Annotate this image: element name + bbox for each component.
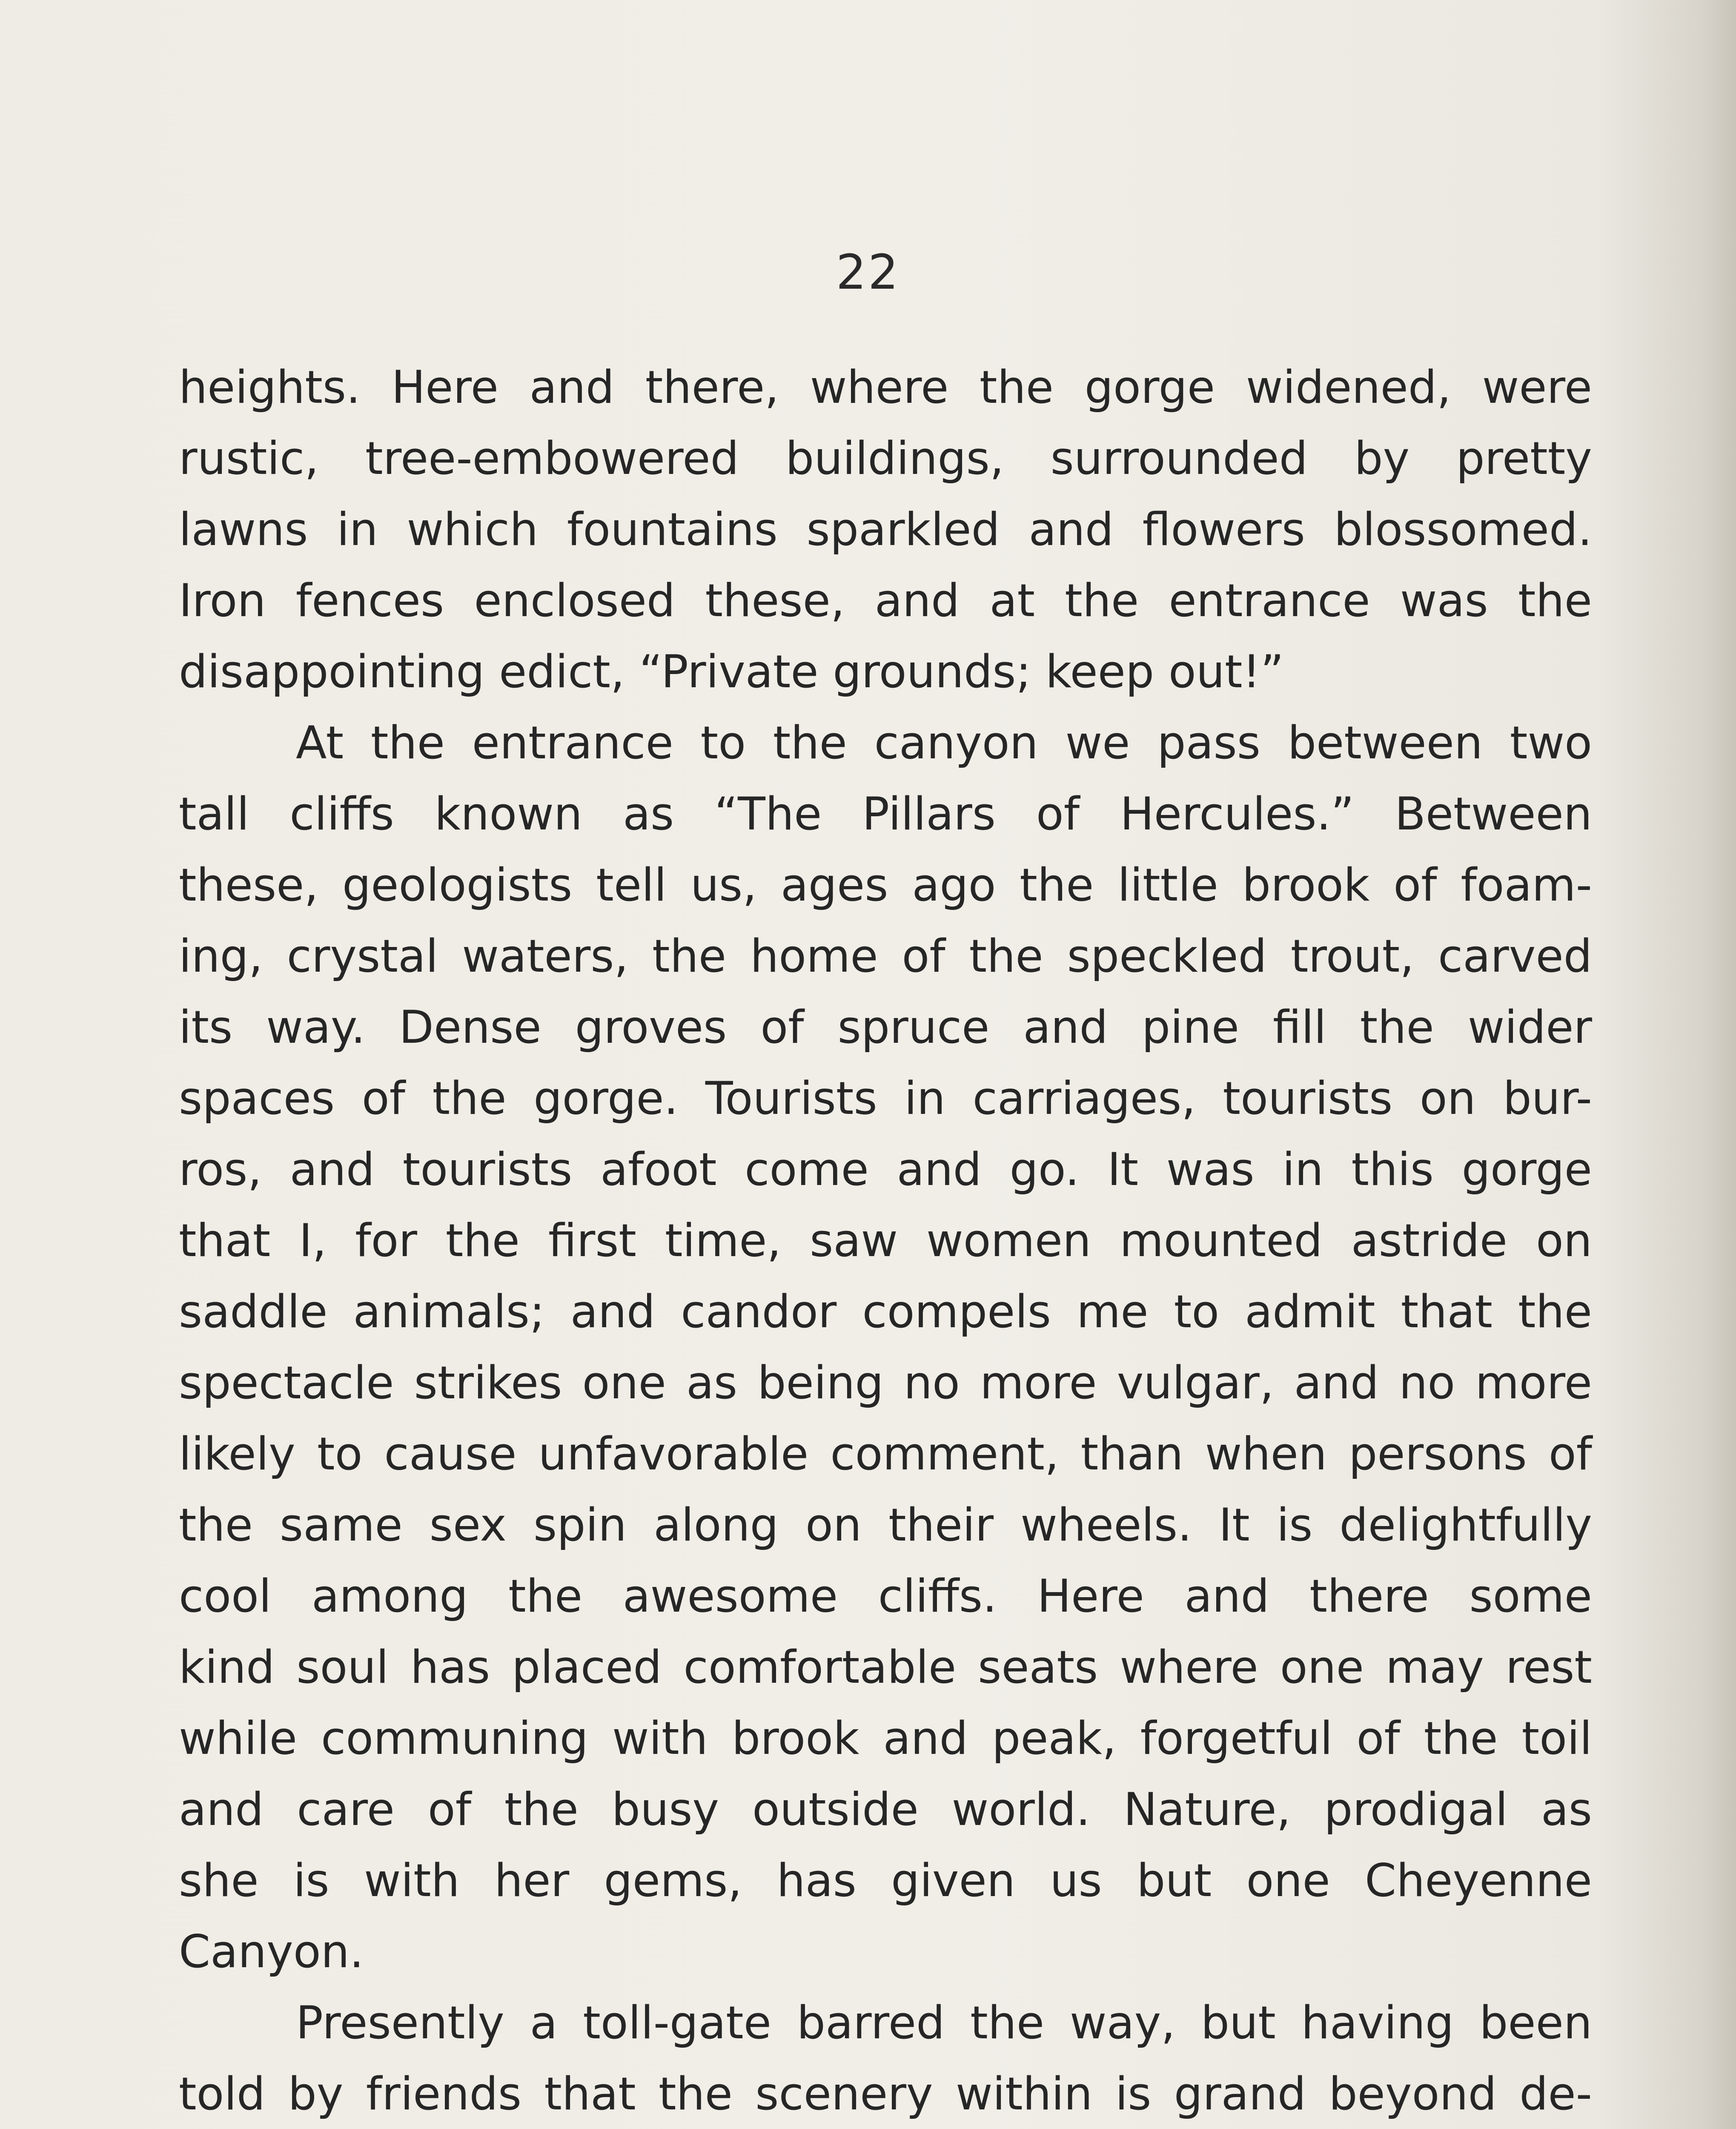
page-number: 22 xyxy=(836,245,900,300)
text-line: cool among the awesome cliffs. Here and there some xyxy=(179,1570,1592,1622)
text-line: saddle animals; and candor compels me to admit that the xyxy=(179,1285,1592,1338)
text-line: Iron fences enclosed these, and at the entrance was the xyxy=(179,574,1592,627)
text-line: spaces of the gorge. Tourists in carriages, tourists on bur- xyxy=(179,1072,1592,1125)
text-line: and care of the busy outside world. Nature, prodigal as xyxy=(179,1783,1592,1836)
text-line: the same sex spin along on their wheels. It is delightfully xyxy=(179,1499,1592,1551)
text-line: while communing with brook and peak, forgetful of the toil xyxy=(179,1712,1592,1765)
text-line: Canyon. xyxy=(179,1925,364,1978)
text-line: she is with her gems, has given us but one Cheyenne xyxy=(179,1854,1592,1907)
text-line: rustic, tree-embowered buildings, surrounded by pretty xyxy=(179,432,1592,485)
text-line: told by friends that the scenery within is grand beyond de- xyxy=(179,2068,1592,2120)
text-line: disappointing edict, “Private grounds; keep out!” xyxy=(179,646,1284,698)
text-line: these, geologists tell us, ages ago the little brook of foam- xyxy=(179,859,1592,911)
text-line: heights. Here and there, where the gorge widened, were xyxy=(179,361,1592,413)
text-line: lawns in which fountains sparkled and flowers blossomed. xyxy=(179,503,1592,556)
text-line: Presently a toll-gate barred the way, but having been xyxy=(296,1997,1592,2049)
text-line: spectacle strikes one as being no more vulgar, and no more xyxy=(179,1357,1592,1409)
text-line: likely to cause unfavorable comment, than when persons of xyxy=(179,1428,1592,1480)
text-line: ros, and tourists afoot come and go. It was in this gorge xyxy=(179,1143,1592,1196)
text-line: kind soul has placed comfortable seats where one may rest xyxy=(179,1641,1592,1693)
text-line: that I, for the first time, saw women mounted astride on xyxy=(179,1214,1592,1267)
text-line: ing, crystal waters, the home of the speckled trout, carved xyxy=(179,930,1592,982)
text-line: tall cliffs known as “The Pillars of Hercules.” Between xyxy=(179,788,1592,840)
text-line: At the entrance to the canyon we pass between two xyxy=(296,717,1592,769)
text-line: its way. Dense groves of spruce and pine fill the wider xyxy=(179,1001,1592,1053)
body-text xyxy=(179,352,1592,2129)
